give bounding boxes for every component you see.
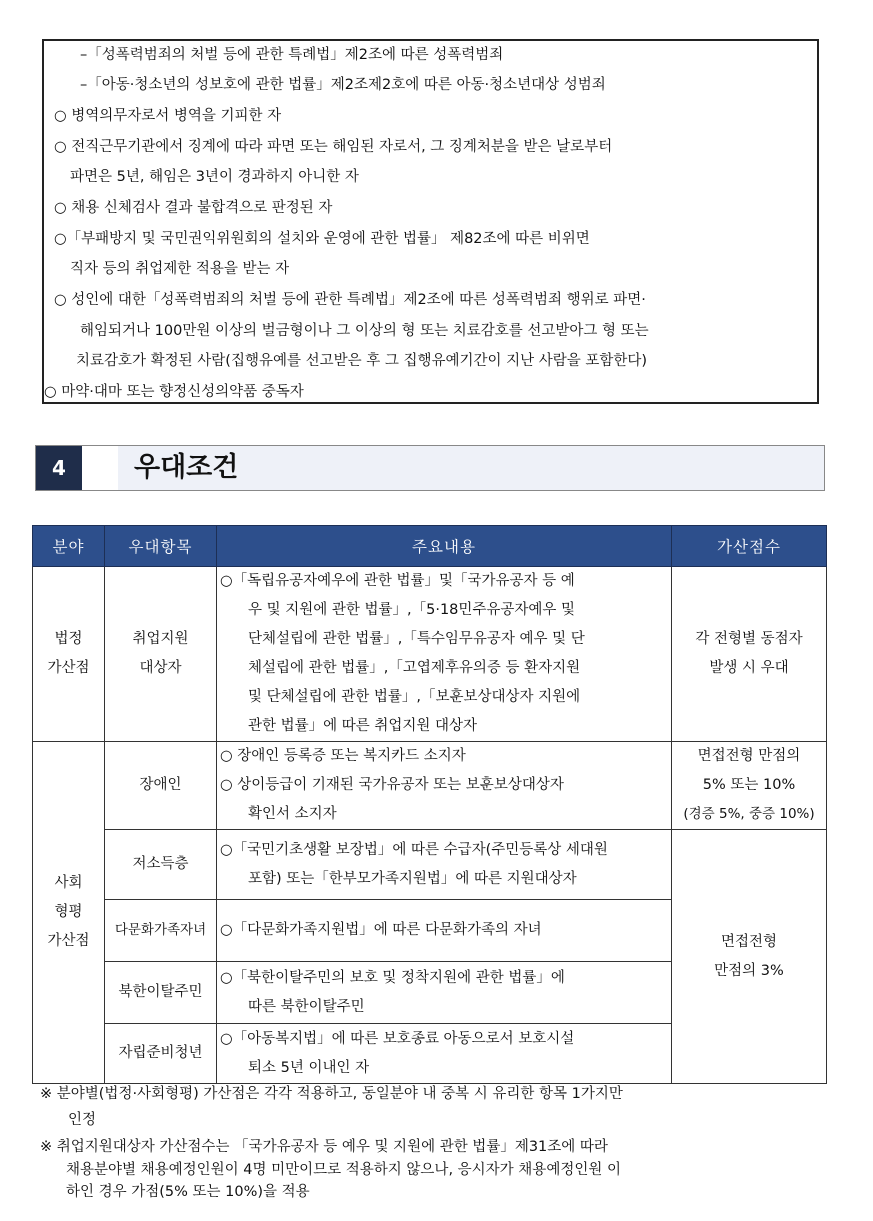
- content-line: ○ 장애인 등록증 또는 복지카드 소지자: [220, 748, 466, 764]
- disqualification-box: [42, 39, 819, 404]
- box-line: –「성폭력범죄의 처벌 등에 관한 특례법」제2조에 따른 성폭력범죄: [80, 47, 504, 63]
- header-content: 주요내용: [217, 526, 672, 567]
- content-line: ○「다문화가족지원법」에 따른 다문화가족의 자녀: [220, 922, 542, 938]
- field-text: 형평: [54, 904, 83, 920]
- content-line: ○「아동복지법」에 따른 보호종료 아동으로서 보호시설: [220, 1030, 575, 1047]
- content-line: 따른 북한이탈주민: [248, 998, 365, 1015]
- note-line: ※ 취업지원대상자 가산점수는 「국가유공자 등 예우 및 지원에 관한 법률」제31조에 따라: [40, 1139, 608, 1155]
- field-legal: [33, 567, 105, 742]
- content-line: ○「국민기초생활 보장법」에 따른 수급자(주민등록상 세대원: [220, 841, 608, 858]
- field-text: 가산점: [47, 660, 90, 676]
- content-line: 관한 법률」에 따른 취업지원 대상자: [248, 718, 478, 734]
- score-text: 발생 시 우대: [709, 660, 789, 676]
- content-line: ○ 상이등급이 기재된 국가유공자 또는 보훈보상대상자: [220, 777, 564, 793]
- content-line: 퇴소 5년 이내인 자: [248, 1059, 370, 1076]
- content-line: 체설립에 관한 법률」,「고엽제후유의증 등 환자지원: [248, 660, 581, 676]
- content-defector: [217, 962, 672, 1024]
- score-text: 면접전형 만점의: [697, 748, 801, 764]
- note-line: ※ 분야별(법정·사회형평) 가산점은 각각 적용하고, 동일분야 내 중복 시 유리한 항목 1가지만: [40, 1086, 623, 1102]
- table-row-disabled: [33, 742, 827, 830]
- item-youth: 자립준비청년: [105, 1024, 217, 1084]
- box-line: 치료감호가 확정된 사람(집행유예를 선고받은 후 그 집행유예기간이 지난 사람을 포함한다): [76, 353, 648, 369]
- field-text: 사회: [54, 875, 83, 891]
- content-legal: [217, 567, 672, 742]
- box-line: ○「부패방지 및 국민권익위원회의 설치와 운영에 관한 법률」 제82조에 따른 비위면: [54, 231, 590, 247]
- score-text: 5% 또는 10%: [702, 777, 796, 793]
- header-item: 우대항목: [105, 526, 217, 567]
- field-social: [33, 742, 105, 1084]
- benefits-table: [32, 525, 827, 1084]
- content-line: 우 및 지원에 관한 법률」,「5·18민주유공자예우 및: [248, 602, 576, 618]
- header-field: 분야: [33, 526, 105, 567]
- content-line: 확인서 소지자: [248, 806, 337, 822]
- item-text: 취업지원: [132, 631, 189, 647]
- table-row-legal: [33, 567, 827, 742]
- section-number: 4: [36, 446, 82, 490]
- header-score: 가산점수: [672, 526, 827, 567]
- score-text: (경증 5%, 중증 10%): [683, 806, 815, 822]
- content-line: 포함) 또는「한부모가족지원법」에 따른 지원대상자: [248, 870, 577, 887]
- score-text: 면접전형: [720, 933, 778, 950]
- note-line: 채용분야별 채용예정인원이 4명 미만이므로 적용하지 않으나, 응시자가 채용예정인원 이: [66, 1162, 621, 1178]
- item-text: 대상자: [139, 660, 182, 676]
- table-row-low-income: [33, 830, 827, 900]
- item-disabled: 장애인: [105, 742, 217, 830]
- note-line: 인정: [68, 1112, 97, 1128]
- score-social-shared: [672, 830, 827, 1084]
- score-text: 각 전형별 동점자: [695, 631, 803, 647]
- item-employment-support: [105, 567, 217, 742]
- item-low-income: 저소득층: [105, 830, 217, 900]
- content-line: 및 단체설립에 관한 법률」,「보훈보상대상자 지원에: [248, 689, 581, 705]
- box-line: 직자 등의 취업제한 적용을 받는 자: [70, 261, 290, 277]
- note-line: 하인 경우 가점(5% 또는 10%)을 적용: [66, 1184, 310, 1200]
- section-title: 우대조건: [134, 452, 239, 483]
- box-line: 파면은 5년, 해임은 3년이 경과하지 아니한 자: [70, 169, 359, 185]
- field-text: 법정: [54, 631, 83, 647]
- section-accent: [82, 446, 118, 490]
- score-legal: [672, 567, 827, 742]
- box-line: ○ 병역의무자로서 병역을 기피한 자: [54, 108, 282, 124]
- content-line: 단체설립에 관한 법률」,「특수임무유공자 예우 및 단: [248, 631, 585, 647]
- field-text: 가산점: [47, 933, 90, 949]
- content-disabled: [217, 742, 672, 830]
- content-multicultural: [217, 900, 672, 962]
- content-line: ○「독립유공자예우에 관한 법률」및「국가유공자 등 예: [220, 573, 575, 589]
- item-defector: 북한이탈주민: [105, 962, 217, 1024]
- box-line: ○ 전직근무기관에서 징계에 따라 파면 또는 해임된 자로서, 그 징계처분을 받은 날로부터: [54, 139, 613, 155]
- score-text: 만점의 3%: [714, 962, 784, 979]
- content-low-income: [217, 830, 672, 900]
- content-line: ○「북한이탈주민의 보호 및 정착지원에 관한 법률」에: [220, 969, 565, 986]
- section-header: [35, 445, 825, 491]
- box-line: ○ 성인에 대한「성폭력범죄의 처벌 등에 관한 특례법」제2조에 따른 성폭력범죄 행위로 파면·: [54, 292, 646, 308]
- item-multicultural: 다문화가족자녀: [105, 900, 217, 962]
- box-line: –「아동·청소년의 성보호에 관한 법률」제2조제2호에 따른 아동·청소년대상 성범죄: [80, 77, 606, 93]
- score-disabled: [672, 742, 827, 830]
- box-line: 해임되거나 100만원 이상의 벌금형이나 그 이상의 형 또는 치료감호를 선고받아그 형 또는: [80, 323, 649, 339]
- table-header-row: [33, 526, 827, 567]
- box-line: ○ 채용 신체검사 결과 불합격으로 판정된 자: [54, 200, 333, 216]
- box-line: ○ 마약·대마 또는 향정신성의약품 중독자: [44, 384, 304, 400]
- content-youth: [217, 1024, 672, 1084]
